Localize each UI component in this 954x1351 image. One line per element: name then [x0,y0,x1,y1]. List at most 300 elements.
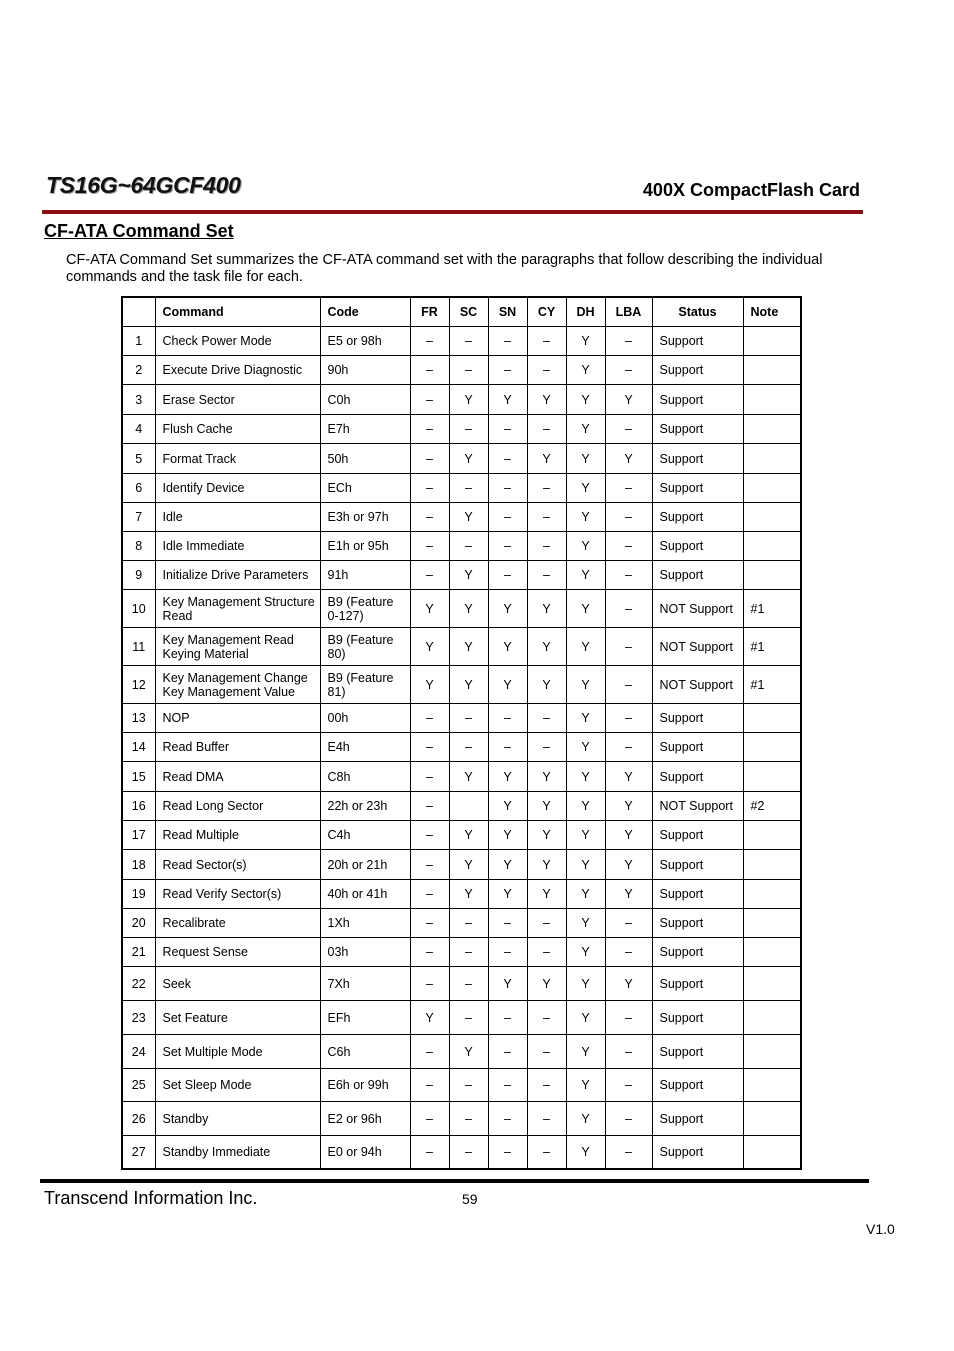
flag-dh: Y [566,385,605,415]
command-code: E2 or 96h [320,1102,410,1136]
flag-dh: Y [566,503,605,532]
flag-lba: – [605,1102,652,1136]
flag-sc: Y [449,850,488,880]
row-number: 17 [122,821,155,850]
flag-sn: – [488,1069,527,1102]
command-code: C4h [320,821,410,850]
flag-fr: Y [410,628,449,666]
table-row [122,532,801,561]
flag-dh: Y [566,474,605,503]
flag-lba: – [605,909,652,938]
support-status: Support [652,415,743,444]
note [743,561,801,590]
support-status: NOT Support [652,628,743,666]
header-rule [42,210,863,214]
flag-cy: Y [527,792,566,821]
note [743,850,801,880]
flag-dh: Y [566,938,605,967]
flag-sc: – [449,1069,488,1102]
flag-sc: – [449,938,488,967]
flag-sc: – [449,356,488,385]
flag-fr: – [410,704,449,733]
command-code: 03h [320,938,410,967]
flag-dh: Y [566,762,605,792]
flag-sn: Y [488,967,527,1001]
command-name: NOP [155,704,320,733]
flag-sc: – [449,1102,488,1136]
flag-dh: Y [566,1102,605,1136]
note [743,415,801,444]
flag-lba: Y [605,850,652,880]
support-status: Support [652,327,743,356]
flag-fr: – [410,503,449,532]
flag-sc: – [449,415,488,444]
flag-lba: – [605,474,652,503]
command-name: Read Verify Sector(s) [155,880,320,909]
flag-lba: – [605,1136,652,1169]
note [743,704,801,733]
support-status: Support [652,880,743,909]
flag-dh: Y [566,1136,605,1169]
flag-sc: Y [449,1035,488,1069]
command-name: Request Sense [155,938,320,967]
table-row [122,704,801,733]
table-row [122,762,801,792]
support-status: Support [652,967,743,1001]
command-code: 20h or 21h [320,850,410,880]
table-row [122,385,801,415]
flag-fr: – [410,532,449,561]
note [743,821,801,850]
command-name: Idle Immediate [155,532,320,561]
command-name: Key Management Change Key Management Value [155,666,320,704]
note [743,1001,801,1035]
command-code: E5 or 98h [320,327,410,356]
page-number: 59 [462,1191,478,1207]
flag-lba: – [605,1069,652,1102]
table-row [122,850,801,880]
command-code: C8h [320,762,410,792]
support-status: Support [652,444,743,474]
flag-fr: – [410,1136,449,1169]
note [743,938,801,967]
flag-cy: – [527,415,566,444]
flag-sn: Y [488,628,527,666]
flag-lba: – [605,590,652,628]
flag-sn: – [488,356,527,385]
flag-lba: – [605,628,652,666]
flag-cy: Y [527,967,566,1001]
flag-lba: Y [605,762,652,792]
flag-cy: – [527,1069,566,1102]
row-number: 20 [122,909,155,938]
flag-dh: Y [566,666,605,704]
flag-fr: – [410,561,449,590]
command-name: Flush Cache [155,415,320,444]
flag-dh: Y [566,880,605,909]
flag-sn: Y [488,590,527,628]
flag-cy: – [527,1136,566,1169]
table-row [122,1069,801,1102]
flag-fr: – [410,474,449,503]
flag-sn: – [488,327,527,356]
flag-sc: Y [449,444,488,474]
support-status: NOT Support [652,590,743,628]
flag-fr: Y [410,590,449,628]
support-status: Support [652,385,743,415]
flag-sc: Y [449,503,488,532]
flag-cy: – [527,909,566,938]
command-name: Read Sector(s) [155,850,320,880]
command-name: Execute Drive Diagnostic [155,356,320,385]
command-name: Initialize Drive Parameters [155,561,320,590]
row-number: 10 [122,590,155,628]
flag-cy: – [527,561,566,590]
command-code: 90h [320,356,410,385]
flag-sc: – [449,909,488,938]
flag-dh: Y [566,1035,605,1069]
flag-sn: – [488,474,527,503]
table-row [122,938,801,967]
flag-cy: Y [527,821,566,850]
col-header-command: Command [155,297,320,327]
col-header-dh: DH [566,297,605,327]
note [743,327,801,356]
support-status: Support [652,561,743,590]
table-row [122,1001,801,1035]
command-code: EFh [320,1001,410,1035]
flag-sn: – [488,415,527,444]
row-number: 1 [122,327,155,356]
flag-sn: – [488,909,527,938]
version-label: V1.0 [866,1221,895,1237]
flag-lba: – [605,561,652,590]
flag-dh: Y [566,967,605,1001]
flag-fr: – [410,821,449,850]
table-row [122,503,801,532]
flag-sc: Y [449,666,488,704]
flag-lba: Y [605,880,652,909]
flag-dh: Y [566,327,605,356]
flag-dh: Y [566,356,605,385]
table-row [122,327,801,356]
row-number: 19 [122,880,155,909]
row-number: 3 [122,385,155,415]
flag-cy: – [527,1035,566,1069]
command-code: B9 (Feature 80) [320,628,410,666]
flag-cy: Y [527,850,566,880]
flag-sn: – [488,938,527,967]
flag-cy: Y [527,666,566,704]
note: #1 [743,666,801,704]
flag-lba: – [605,1035,652,1069]
row-number: 23 [122,1001,155,1035]
support-status: Support [652,474,743,503]
table-row [122,792,801,821]
section-heading: CF-ATA Command Set [44,221,234,241]
flag-cy: Y [527,385,566,415]
flag-lba: – [605,938,652,967]
note [743,880,801,909]
row-number: 12 [122,666,155,704]
flag-lba: – [605,327,652,356]
flag-sc: – [449,733,488,762]
support-status: Support [652,704,743,733]
flag-sc: Y [449,821,488,850]
command-name: Read Multiple [155,821,320,850]
table-row [122,733,801,762]
note [743,1035,801,1069]
row-number: 21 [122,938,155,967]
support-status: Support [652,1136,743,1169]
flag-sn: – [488,1035,527,1069]
table-row [122,444,801,474]
flag-cy: Y [527,590,566,628]
flag-sc: Y [449,385,488,415]
support-status: Support [652,503,743,532]
table-row [122,415,801,444]
command-code: E7h [320,415,410,444]
col-header-sc: SC [449,297,488,327]
command-name: Standby Immediate [155,1136,320,1169]
row-number: 5 [122,444,155,474]
command-code: B9 (Feature 0-127) [320,590,410,628]
flag-cy: – [527,503,566,532]
flag-sn: – [488,503,527,532]
flag-fr: – [410,415,449,444]
row-number: 24 [122,1035,155,1069]
command-code: B9 (Feature 81) [320,666,410,704]
flag-fr: Y [410,666,449,704]
support-status: Support [652,909,743,938]
flag-cy: – [527,1102,566,1136]
support-status: Support [652,850,743,880]
table-row [122,628,801,666]
support-status: NOT Support [652,666,743,704]
note [743,356,801,385]
table-row [122,821,801,850]
flag-sn: Y [488,792,527,821]
flag-fr: – [410,356,449,385]
flag-lba: – [605,356,652,385]
flag-dh: Y [566,1069,605,1102]
flag-cy: Y [527,762,566,792]
flag-sn: – [488,444,527,474]
support-status: Support [652,1102,743,1136]
note [743,762,801,792]
flag-sc: – [449,532,488,561]
table-row [122,561,801,590]
row-number: 22 [122,967,155,1001]
table-row [122,1136,801,1169]
row-number: 2 [122,356,155,385]
table-row [122,474,801,503]
doc-title: TS16G~64GCF400 [46,172,241,198]
flag-dh: Y [566,792,605,821]
flag-fr: – [410,1069,449,1102]
flag-dh: Y [566,733,605,762]
row-number: 16 [122,792,155,821]
row-number: 25 [122,1069,155,1102]
flag-lba: Y [605,385,652,415]
flag-sn: Y [488,880,527,909]
support-status: Support [652,762,743,792]
row-number: 26 [122,1102,155,1136]
table-row [122,666,801,704]
command-name: Erase Sector [155,385,320,415]
flag-lba: Y [605,967,652,1001]
table-row [122,1102,801,1136]
note [743,503,801,532]
command-name: Standby [155,1102,320,1136]
flag-cy: – [527,532,566,561]
flag-lba: – [605,1001,652,1035]
row-number: 9 [122,561,155,590]
command-name: Read Buffer [155,733,320,762]
doc-subtitle: 400X CompactFlash Card [642,180,860,200]
flag-dh: Y [566,850,605,880]
row-number: 8 [122,532,155,561]
command-name: Recalibrate [155,909,320,938]
command-code: 1Xh [320,909,410,938]
row-number: 13 [122,704,155,733]
flag-fr: – [410,909,449,938]
command-code: E4h [320,733,410,762]
flag-fr: – [410,327,449,356]
support-status: Support [652,1035,743,1069]
col-header-code: Code [320,297,410,327]
flag-fr: – [410,1102,449,1136]
flag-cy: – [527,474,566,503]
command-name: Seek [155,967,320,1001]
table-row [122,1035,801,1069]
flag-sn: Y [488,666,527,704]
command-code: E1h or 95h [320,532,410,561]
note [743,474,801,503]
flag-dh: Y [566,415,605,444]
flag-cy: – [527,733,566,762]
flag-cy: – [527,356,566,385]
flag-dh: Y [566,561,605,590]
command-code: 91h [320,561,410,590]
flag-sn: – [488,1001,527,1035]
flag-sn: – [488,532,527,561]
row-number: 14 [122,733,155,762]
support-status: Support [652,532,743,561]
command-code: E0 or 94h [320,1136,410,1169]
flag-lba: – [605,666,652,704]
table-header-row [122,297,801,327]
flag-sc: Y [449,628,488,666]
command-code: E6h or 99h [320,1069,410,1102]
flag-sc: Y [449,762,488,792]
flag-lba: Y [605,821,652,850]
note [743,444,801,474]
footer-company: Transcend Information Inc. [44,1188,258,1208]
note: #2 [743,792,801,821]
command-code: 00h [320,704,410,733]
flag-lba: Y [605,792,652,821]
note [743,909,801,938]
flag-lba: – [605,733,652,762]
command-name: Set Multiple Mode [155,1035,320,1069]
flag-fr: – [410,444,449,474]
flag-lba: Y [605,444,652,474]
flag-fr: – [410,1035,449,1069]
flag-fr: – [410,850,449,880]
flag-fr: – [410,880,449,909]
command-code: C0h [320,385,410,415]
support-status: NOT Support [652,792,743,821]
intro-paragraph: CF-ATA Command Set summarizes the CF-ATA command set with the paragraphs that follow describing the individual commands and the task file for each. [66,252,823,285]
col-header-lba: LBA [605,297,652,327]
flag-cy: Y [527,444,566,474]
support-status: Support [652,356,743,385]
col-header-cy: CY [527,297,566,327]
flag-dh: Y [566,532,605,561]
command-code: 7Xh [320,967,410,1001]
flag-sn: – [488,1136,527,1169]
flag-dh: Y [566,704,605,733]
table-row [122,967,801,1001]
command-code: C6h [320,1035,410,1069]
command-name: Idle [155,503,320,532]
flag-cy: – [527,1001,566,1035]
flag-sc: – [449,474,488,503]
command-name: Set Feature [155,1001,320,1035]
command-name: Key Management Structure Read [155,590,320,628]
command-name: Set Sleep Mode [155,1069,320,1102]
col-header-number [122,297,155,327]
command-code: ECh [320,474,410,503]
command-name: Read DMA [155,762,320,792]
row-number: 6 [122,474,155,503]
col-header-note: Note [743,297,801,327]
support-status: Support [652,938,743,967]
flag-dh: Y [566,444,605,474]
flag-sc: – [449,1001,488,1035]
flag-fr: – [410,967,449,1001]
command-code: 40h or 41h [320,880,410,909]
command-name: Read Long Sector [155,792,320,821]
flag-sc: Y [449,880,488,909]
table-body [122,327,801,1169]
flag-lba: – [605,415,652,444]
flag-sn: – [488,1102,527,1136]
flag-lba: – [605,503,652,532]
flag-fr: – [410,385,449,415]
command-name: Key Management Read Keying Material [155,628,320,666]
flag-cy: Y [527,628,566,666]
note: #1 [743,590,801,628]
col-header-status: Status [652,297,743,327]
flag-sn: Y [488,762,527,792]
note [743,733,801,762]
flag-lba: – [605,704,652,733]
row-number: 7 [122,503,155,532]
flag-cy: – [527,704,566,733]
command-code: 50h [320,444,410,474]
col-header-fr: FR [410,297,449,327]
flag-sc: – [449,1136,488,1169]
flag-sc: Y [449,561,488,590]
table-row [122,909,801,938]
footer-rule [40,1179,869,1183]
support-status: Support [652,1069,743,1102]
flag-lba: – [605,532,652,561]
flag-sc: Y [449,590,488,628]
flag-dh: Y [566,909,605,938]
